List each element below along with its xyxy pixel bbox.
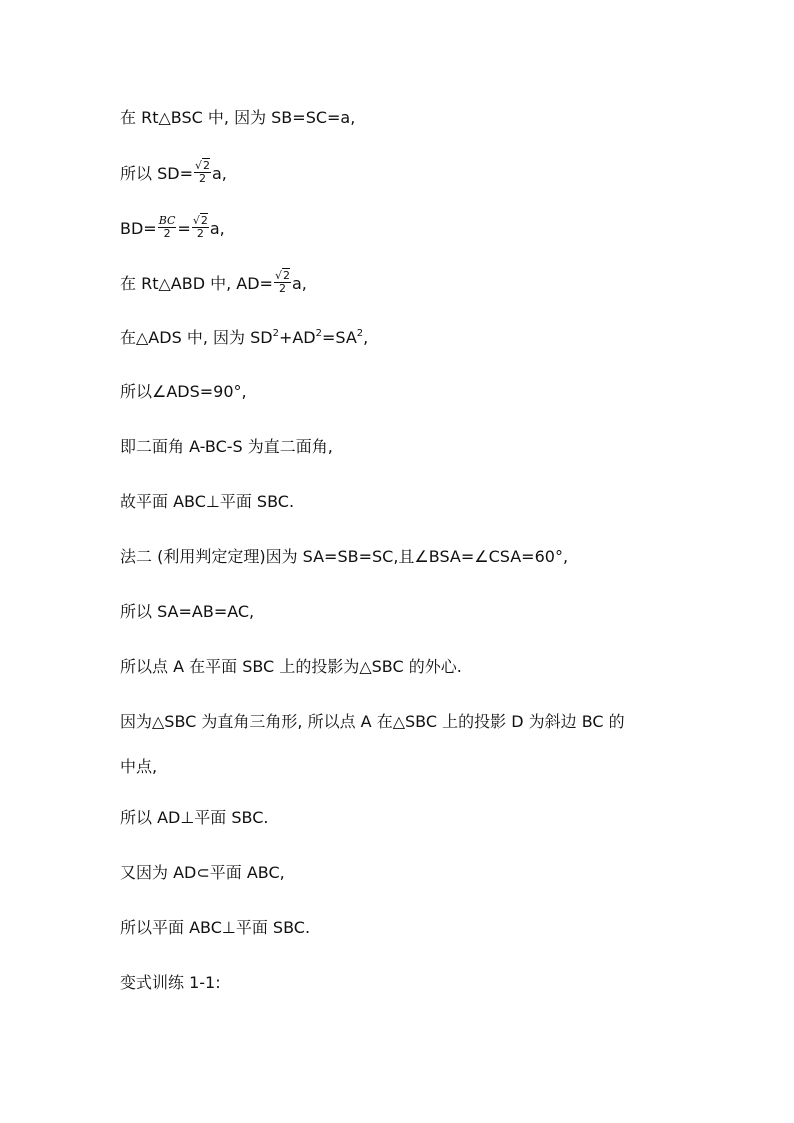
fraction-denominator: 2: [278, 282, 286, 295]
text-segment: 所以 SD=: [120, 164, 193, 183]
text-segment: =: [177, 219, 191, 238]
fraction-denominator: 2: [198, 172, 206, 185]
text-line-9: 法二 (利用判定定理)因为 SA=SB=SC,且∠BSA=∠CSA=60°,: [120, 547, 569, 566]
sqrt-symbol: √: [194, 159, 202, 172]
text-line-15: 又因为 AD⊂平面 ABC,: [120, 863, 285, 882]
text-line-8: 故平面 ABC⊥平面 SBC.: [120, 492, 295, 511]
text-segment: ,: [363, 328, 369, 347]
sqrt-argument: 2: [282, 269, 290, 282]
text-line-12: 因为△SBC 为直角三角形, 所以点 A 在△SBC 上的投影 D 为斜边 BC 的: [120, 712, 625, 731]
sqrt-symbol: √: [192, 214, 200, 227]
text-line-14: 所以 AD⊥平面 SBC.: [120, 808, 269, 827]
fraction-sqrt2-over-2: [192, 215, 209, 240]
text-line-17: 变式训练 1-1:: [120, 973, 221, 992]
sqrt-argument: 2: [200, 214, 208, 227]
text-line-6: 所以∠ADS=90°,: [120, 382, 247, 401]
text-segment: 在△ADS 中, 因为 SD: [120, 328, 273, 347]
sqrt-argument: 2: [203, 159, 210, 172]
text-segment: =SA: [321, 328, 357, 347]
text-segment: 在 Rt△ABD 中, AD=: [120, 274, 273, 293]
superscript: 2: [315, 327, 322, 339]
text-line-16: 所以平面 ABC⊥平面 SBC.: [120, 918, 311, 937]
text-segment: a,: [212, 164, 227, 183]
sqrt-symbol: √: [274, 269, 282, 282]
fraction-bc-over-2: [158, 215, 177, 240]
text-line-10: 所以 SA=AB=AC,: [120, 602, 255, 621]
text-segment: a,: [209, 219, 225, 238]
superscript: 2: [356, 327, 364, 339]
text-line-7: 即二面角 A-BC-S 为直二面角,: [120, 437, 333, 456]
superscript: 2: [272, 327, 279, 339]
text-segment: BD=: [120, 219, 157, 238]
text-segment: a,: [291, 274, 307, 293]
text-line-11: 所以点 A 在平面 SBC 上的投影为△SBC 的外心.: [120, 657, 462, 676]
text-line-5: [120, 328, 368, 348]
text-segment: +AD: [278, 328, 316, 347]
text-line-3: [120, 214, 225, 242]
fraction-denominator: 2: [196, 227, 204, 240]
text-line-1: 在 Rt△BSC 中, 因为 SB=SC=a,: [120, 108, 356, 127]
text-line-13: 中点,: [120, 757, 158, 776]
text-line-4: [120, 269, 307, 297]
fraction-sqrt2-over-2: [274, 270, 291, 295]
fraction-sqrt2-over-2: [194, 160, 211, 185]
fraction-denominator: 2: [163, 227, 171, 240]
text-line-2: [120, 159, 227, 187]
fraction-numerator: BC: [158, 214, 176, 227]
